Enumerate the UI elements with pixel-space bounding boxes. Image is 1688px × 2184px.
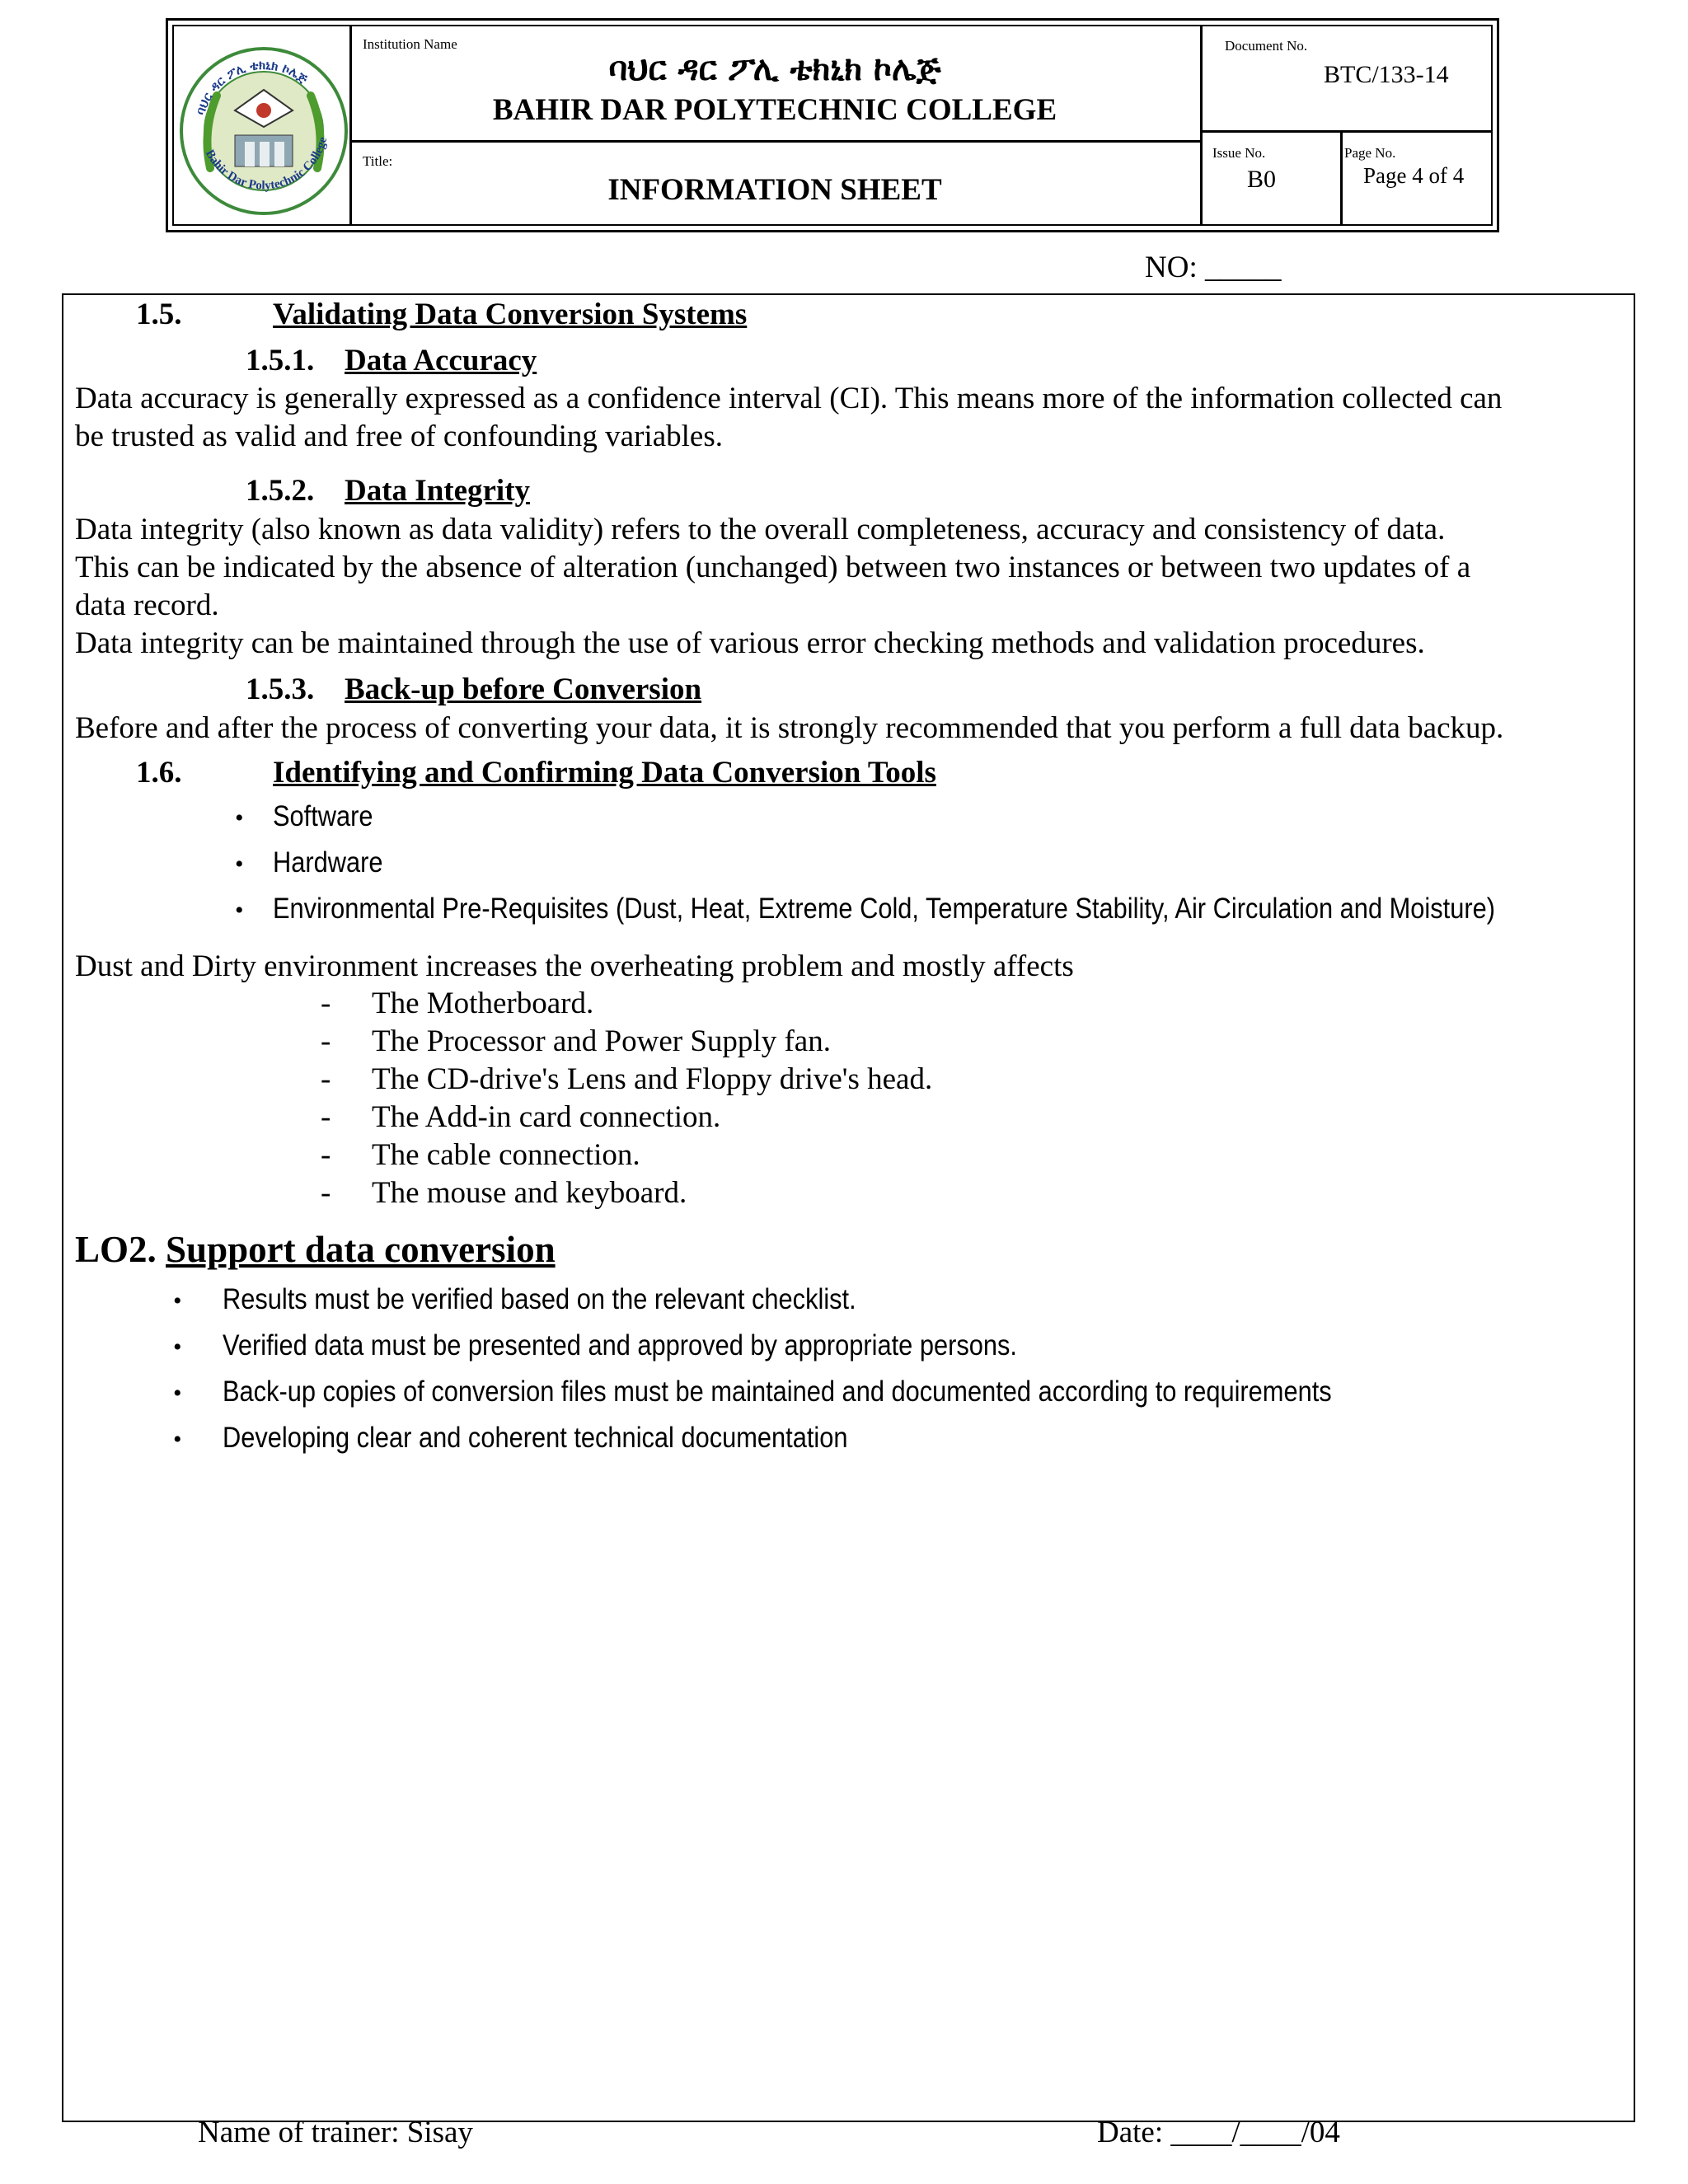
- header-divider-issue-page: [1340, 132, 1343, 226]
- bullet-icon: •: [235, 851, 244, 878]
- header-divider-right: [1200, 25, 1203, 226]
- header-divider-docno: [1200, 130, 1493, 133]
- bullet-icon: •: [173, 1380, 182, 1407]
- title-label: Title:: [363, 153, 393, 169]
- data-integrity-line-1: Data integrity (also known as data validity) refers to the overall completeness, accuracy and consistency of data.: [75, 513, 1446, 546]
- dash-icon: -: [321, 1062, 331, 1096]
- section-1-5-number: 1.5.: [136, 298, 182, 331]
- tool-item-software: Software: [273, 800, 373, 832]
- data-integrity-line-4: Data integrity can be maintained through the use of various error checking methods and validation procedures.: [75, 626, 1425, 660]
- dust-item-add-in-card: The Add-in card connection.: [372, 1100, 721, 1134]
- tool-item-environmental: Environmental Pre-Requisites (Dust, Heat, Extreme Cold, Temperature Stability, Air Circulation and Moisture): [273, 893, 1495, 925]
- institution-name-english: BAHIR DAR POLYTECHNIC COLLEGE: [492, 93, 1057, 127]
- institution-name-label: Institution Name: [363, 36, 457, 52]
- bullet-icon: •: [235, 804, 244, 832]
- document-title: INFORMATION SHEET: [607, 173, 942, 207]
- section-1-5-3-title: Back-up before Conversion: [345, 673, 702, 706]
- dash-icon: -: [321, 1100, 331, 1134]
- page-no-label: Page No.: [1344, 145, 1396, 161]
- dust-item-cable: The cable connection.: [372, 1138, 640, 1172]
- svg-text:Bahir Dar Polytechnic College: Bahir Dar Polytechnic College: [202, 135, 331, 193]
- document-no-label: Document No.: [1225, 38, 1308, 54]
- dust-item-mouse-keyboard: The mouse and keyboard.: [372, 1176, 687, 1210]
- college-logo: [177, 45, 350, 218]
- bullet-icon: •: [173, 1287, 182, 1315]
- lo2-heading: [75, 1228, 556, 1271]
- institution-name-amharic: ባህር ዳር ፖሊ ቴክኒክ ኮሌጅ: [608, 49, 941, 88]
- lo2-bullet-4: Developing clear and coherent technical documentation: [223, 1422, 848, 1454]
- dust-item-cd-drive: The CD-drive's Lens and Floppy drive's head.: [372, 1062, 933, 1096]
- data-accuracy-line-2: be trusted as valid and free of confounding variables.: [75, 419, 723, 453]
- tool-item-hardware: Hardware: [273, 846, 383, 879]
- lo2-bullet-2: Verified data must be presented and approved by appropriate persons.: [223, 1329, 1017, 1361]
- data-accuracy-line-1: Data accuracy is generally expressed as a confidence interval (CI). This means more of the information collected can: [75, 382, 1503, 415]
- page-no-value: Page 4 of 4: [1363, 163, 1465, 188]
- issue-no-value: B0: [1247, 166, 1277, 193]
- data-integrity-line-3: data record.: [75, 588, 219, 622]
- dash-icon: -: [321, 1138, 331, 1172]
- bullet-icon: •: [235, 897, 244, 924]
- lo2-prefix: LO2.: [75, 1229, 157, 1270]
- header-divider-title: [349, 140, 1200, 143]
- lo2-bullet-3: Back-up copies of conversion files must be maintained and documented according to requirements: [223, 1376, 1332, 1408]
- dust-item-processor: The Processor and Power Supply fan.: [372, 1024, 831, 1058]
- section-1-5-2-number: 1.5.2.: [246, 474, 315, 508]
- data-integrity-line-2: This can be indicated by the absence of alteration (unchanged) between two instances or between two updates of a: [75, 551, 1471, 584]
- dust-intro: Dust and Dirty environment increases the overheating problem and mostly affects: [75, 949, 1074, 983]
- date-field: Date: ____/____/04: [1097, 2116, 1340, 2149]
- dash-icon: -: [321, 1176, 331, 1210]
- dash-icon: -: [321, 987, 331, 1020]
- section-1-6-number: 1.6.: [136, 756, 182, 790]
- section-1-5-3-number: 1.5.3.: [246, 673, 315, 706]
- lo2-bullet-1: Results must be verified based on the relevant checklist.: [223, 1283, 856, 1315]
- dust-item-motherboard: The Motherboard.: [372, 987, 594, 1020]
- svg-text:ባህር ዳር ፖሊ ቴክኒክ ኮሌጅ: ባህር ዳር ፖሊ ቴክኒክ ኮሌጅ: [192, 57, 311, 117]
- no-field: NO: _____: [1145, 251, 1282, 284]
- logo-seal-icon: [177, 45, 350, 218]
- issue-no-label: Issue No.: [1212, 145, 1266, 161]
- lo2-title: Support data conversion: [166, 1229, 556, 1270]
- bullet-icon: •: [173, 1333, 182, 1361]
- bullet-icon: •: [173, 1426, 182, 1453]
- trainer-name: Name of trainer: Sisay: [198, 2116, 473, 2149]
- section-1-6-title: Identifying and Confirming Data Conversion Tools: [273, 756, 936, 790]
- section-1-5-1-number: 1.5.1.: [246, 344, 315, 377]
- backup-line-1: Before and after the process of converting your data, it is strongly recommended that you perform a full data backup.: [75, 711, 1504, 745]
- dash-icon: -: [321, 1024, 331, 1058]
- section-1-5-2-title: Data Integrity: [345, 474, 531, 508]
- section-1-5-title: Validating Data Conversion Systems: [273, 298, 748, 331]
- document-no-value: BTC/133-14: [1324, 61, 1449, 88]
- section-1-5-1-title: Data Accuracy: [345, 344, 537, 377]
